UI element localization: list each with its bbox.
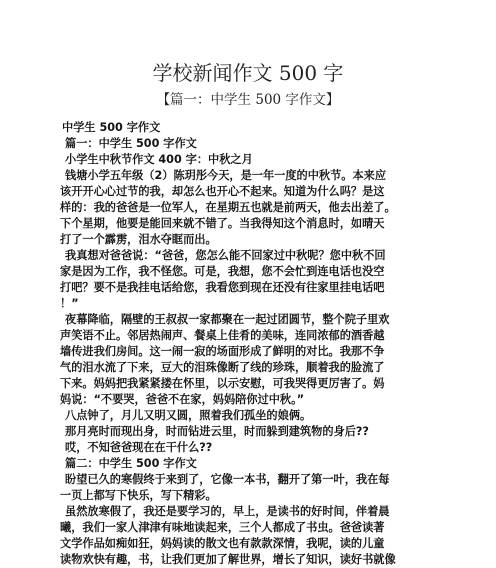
text-line: 八点钟了，月儿又明又圆，照着我们孤坐的娘俩。 <box>65 409 312 422</box>
text-line: 妈说：“不要哭，爸爸不在家，妈妈陪你过中秋。” <box>60 393 305 406</box>
text-line: 墙传进我们房间。这一闹一寂的场面形成了鲜明的对比。我那不争 <box>60 345 385 358</box>
text-line: 声笑语不止。邻居热闹声、餐桌上佳肴的美味，连同浓郁的酒香越 <box>60 329 385 342</box>
text-line: 篇一：中学生 500 字作文 <box>65 137 197 150</box>
text-line: 我真想对爸爸说：“爸爸，您怎么能不回家过中秋呢？您中秋不回 <box>65 249 386 262</box>
text-line: 夜幕降临，隔壁的王叔叔一家都聚在一起过团圆节，整个院子里欢 <box>65 313 390 326</box>
text-line: 盼望已久的寒假终于来到了，它像一本书，翻开了第一叶，我在每 <box>65 473 390 486</box>
text-line: 篇二：中学生 500 字作文 <box>65 457 197 470</box>
text-line: 曦，我们一家人津津有味地读起来，三个人都成了书虫。爸爸读著 <box>60 521 385 534</box>
text-line: 打吧？要不是我挂电话给您，我看您到现在还没有往家里挂电话吧 <box>60 281 385 294</box>
document-title: 学校新闻作文 500 字 <box>152 61 344 85</box>
text-line: 下来。妈妈把我紧紧搂在怀里，以示安慰，可我哭得更厉害了。妈 <box>60 377 385 390</box>
text-line: 读物欢快有趣，书，让我们更加了解世界，增长了知识，读好书就像 <box>60 553 396 566</box>
text-line: 下个星期，他要是能回来就不错了。当我得知这个消息时，如晴天 <box>60 217 385 230</box>
text-line: ！” <box>60 297 79 310</box>
text-line: 那月亮时而现出身，时而钻进云里，时而躲到建筑物的身后?? <box>65 425 369 438</box>
text-line: 一页上都写下快乐，写下精彩。 <box>60 489 217 502</box>
text-line: 小学生中秋节作文 400 字：中秋之月 <box>65 153 253 166</box>
document-subtitle: 【篇一：中学生 500 字作文】 <box>156 92 340 108</box>
text-line: 气的泪水流了下来，豆大的泪珠像断了线的珍珠，顺着我的脸流了 <box>60 361 385 374</box>
text-line: 家是因为工作，我不怪您。可是，我想，您不会忙到连电话也没空 <box>60 265 385 278</box>
text-line: 虽然放寒假了，我还是要学习的，早上，是读书的好时间，伴着晨 <box>65 505 390 518</box>
text-line: 样的：我的爸爸是一位军人，在星期五也就是前两天，他去出差了。 <box>60 201 396 214</box>
text-line: 中学生 500 字作文 <box>62 121 161 134</box>
text-line: 哎，不知爸爸现在在干什么?? <box>65 441 213 454</box>
text-line: 钱塘小学五年级（2）陈玥彤今天，是一年一度的中秋节。本来应 <box>65 169 387 182</box>
text-line: 文学作品如痴如狂，妈妈读的散文也有款款深情，我呢，读的儿童 <box>60 537 385 550</box>
text-line: 该开开心心过节的我，却怎么也开心不起来。知道为什么吗？是这 <box>60 185 385 198</box>
text-line: 打了一个霹雳，泪水夺眶而出。 <box>60 233 217 246</box>
